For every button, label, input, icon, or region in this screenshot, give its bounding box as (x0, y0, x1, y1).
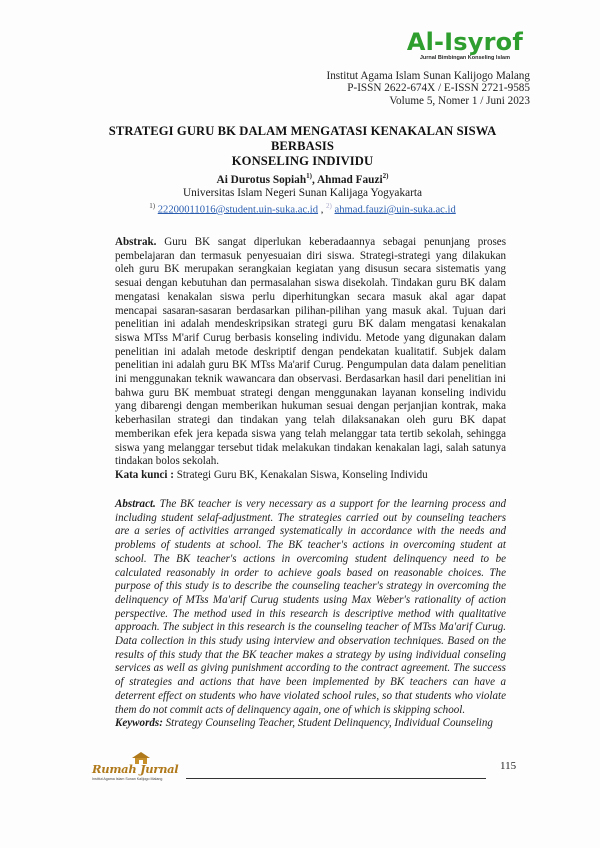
journal-header-info (326, 70, 530, 107)
keywords-id-label: Kata kunci : (115, 468, 174, 481)
abstract-en-text: The BK teacher is very necessary as a support for the learning process and including student selaf-adjustment. The strategies carried out by counseling teachers are a series of activities arranged systematically in accordance with the needs and problems of students at school. The BK teacher's actions in overcoming student at school. The BK teacher's actions in overcoming student delinquency need to be calculated reasonably in order to achieve goals based on reasonable choices. The purpose of this study is to describe the counseling teacher's strategy in overcoming the delinquency of MTss Ma'arif Curug students using Max Weber's rationality of action perspective. The method used in this research is descriptive method with qualitative approach. The subject in this research is the counseling teacher of MTss Ma'arif Curug. Data collection in this study using interview and observation techniques. Based on the results of this study that the BK teacher makes a strategy by using individual conseling services as well as giving punishment according to the contract agreement. The success of strategies and actions that have been implemented by BK teachers can have a deterrent effect on students who have violated school rules, so that students who violate them do not commit acts of delinquency again, one of which is skipping school. (115, 498, 506, 716)
keywords-en (115, 717, 506, 731)
footer-brand: Rumah Jurnal (92, 762, 179, 776)
keywords-en-label: Keywords: (115, 717, 163, 730)
email-separator: , (318, 204, 326, 216)
author-1: Ai Durotus Sopiah (216, 173, 307, 186)
email-1-link[interactable]: 22200011016@student.uin-suka.ac.id (157, 204, 319, 216)
abstract-id-label: Abstrak. (115, 236, 157, 248)
journal-name: Al-Isyrof (406, 28, 523, 56)
journal-tagline: Jurnal Bimbingan Konseling Islam (419, 55, 510, 61)
author-names (80, 170, 525, 187)
abstract-id-body (115, 236, 506, 469)
journal-logo (407, 30, 523, 61)
author-2-sup: 2) (382, 172, 389, 180)
volume-issue: Volume 5, Nomer 1 / Juni 2023 (389, 94, 530, 107)
email-1-marker: 1) (149, 201, 156, 210)
institution: Institut Agama Islam Sunan Kalijogo Malang (326, 70, 530, 82)
author-block (80, 170, 525, 216)
author-separator: , (311, 173, 317, 186)
abstract-en-body (115, 498, 506, 717)
author-2: Ahmad Fauzi (317, 173, 383, 186)
email-2-link[interactable]: ahmad.fauzi@uin-suka.ac.id (334, 204, 456, 216)
keywords-id (115, 469, 506, 483)
footer-divider (186, 778, 486, 779)
affiliation: Universitas Islam Negeri Sunan Kalijaga Yogyakarta (182, 186, 423, 199)
keywords-en-text: Strategy Counseling Teacher, Student Delinquency, Individual Counseling (162, 717, 493, 730)
abstract-english (115, 498, 506, 731)
email-2-marker: 2) (326, 201, 332, 210)
abstract-id-text: Guru BK sangat diperlukan keberadaannya sebagai penunjang proses pembelajaran dan termasuk penyesuaian diri siswa. Strategi-strategi yang dilakukan oleh guru BK merupakan serangkaian kegiatan yang disusun secara sistematis yang sesuai dengan kebutuhan dan permasalahan siswa disekolah. Tindakan guru BK dalam mengatasi kenakalan siswa perlu diperhitungkan secara masuk akal agar dapat mencapai sasaran-sasaran berdasarkan pilihan-pilihan yang masuk akal. Tujuan dari penelitian ini adalah mendeskripsikan strategi guru BK dalam mengatasi kenakalan siswa MTss M'arif Curug berbasis konseling individu. Metode yang digunakan dalam penelitian ini adalah metode deskriptif dengan pendekatan kualitatif. Subjek dalam penelitian ini adalah guru BK MTss Ma'arif Curug. Pengumpulan data dalam penelitian ini menggunakan teknik wawancara dan observasi. Berdasarkan hasil dari penelitian ini bahwa guru BK membuat strategi dengan menggunakan layanan konseling individu yang dibarengi dengan memberikan hukuman sesuai dengan perjanjian kontrak, maka keberhasilan strategi dan tindakan yang telah dilaksanakan oleh guru BK dapat memberikan efek jera kepada siswa yang telah melanggar tata tertib sekolah, sehingga siswa yang melanggar tersebut tidak melakukan tindakan kenakalan lagi, salah satunya tindakan bolos sekolah. (115, 236, 506, 468)
issn: P-ISSN 2622-674X / E-ISSN 2721-9585 (347, 82, 530, 95)
keywords-id-text: Strategi Guru BK, Kenakalan Siswa, Konseling Individu (173, 468, 428, 481)
author-1-sup: 1) (306, 172, 312, 180)
title-line-1: STRATEGI GURU BK DALAM MENGATASI KENAKALAN SISWA BERBASIS (108, 124, 497, 153)
author-emails (80, 200, 525, 217)
footer-brand-sub: Institut Agama Islam Sunan Kalijogo Malang (92, 777, 163, 781)
article-title (80, 124, 525, 169)
abstract-indonesian (115, 236, 506, 483)
page-number: 115 (500, 760, 517, 772)
title-line-2: KONSELING INDIVIDU (231, 154, 374, 168)
abstract-en-label: Abstract. (115, 498, 156, 510)
